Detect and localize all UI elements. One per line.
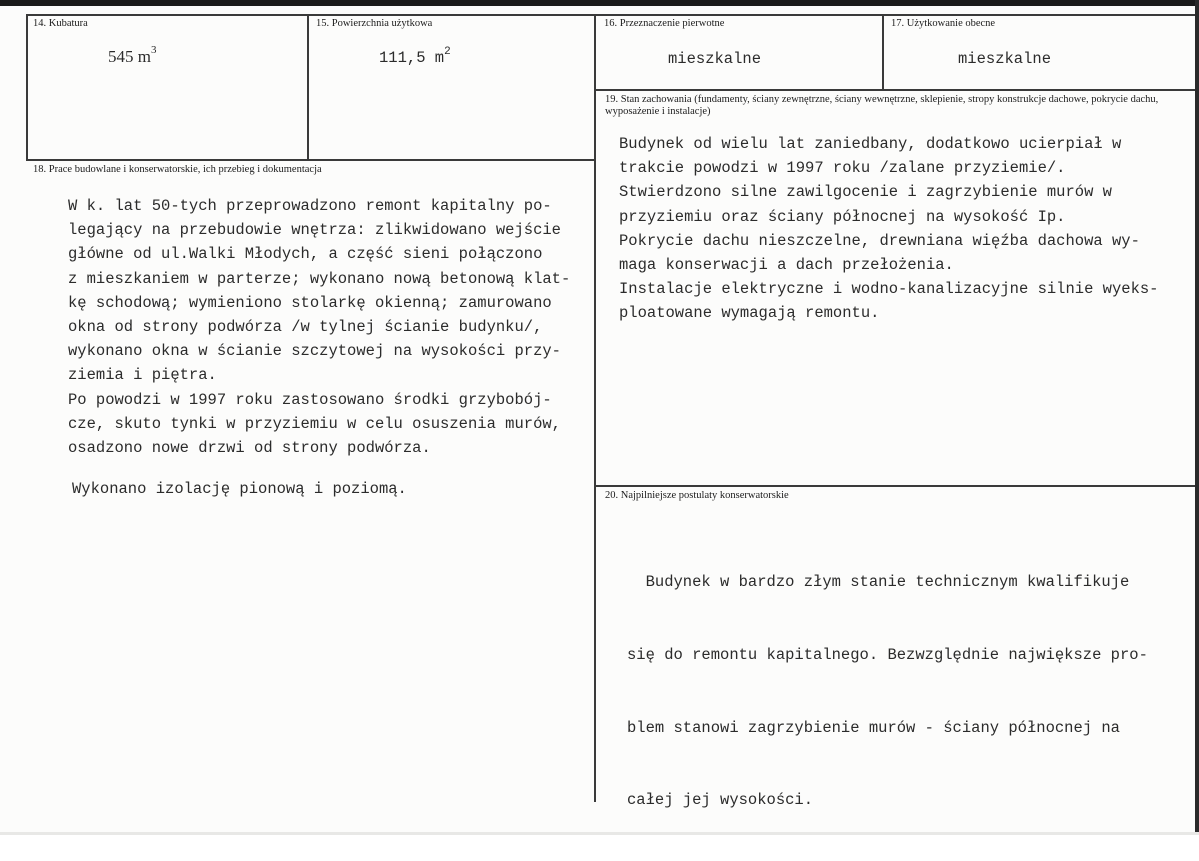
scan-edge-top [0, 0, 1199, 6]
field-14-label: 14. Kubatura [33, 18, 88, 29]
text-line: się do remontu kapitalnego. Bezwzględnie największe pro- [627, 646, 1148, 665]
line-under-14-15 [26, 159, 595, 161]
scan-edge-right [1195, 0, 1199, 835]
text-line: kę schodową; wymieniono stolarkę okienną; zamurowano [68, 293, 552, 312]
text-line: trakcie powodzi w 1997 roku /zalane przyziemie/. [619, 159, 1066, 178]
left-border [26, 14, 28, 160]
field-19-text [619, 132, 1159, 326]
area-unit-sup: 2 [444, 45, 451, 58]
field-18-extra-line: Wykonano izolację pionową i poziomą. [72, 480, 407, 498]
top-border [26, 14, 1195, 16]
field-19-label: 19. Stan zachowania (fundamenty, ściany zewnętrzne, ściany wewnętrzne, sklepienie, stropy konstrukcje dachowe, pokrycie dachu, wyposażenie i instalacje) [605, 94, 1159, 117]
text-line: osadzono nowe drzwi od strony podwórza. [68, 439, 431, 458]
text-line: cze, skuto tynki w przyziemiu w celu osuszenia murów, [68, 414, 561, 433]
field-15-label: 15. Powierzchnia użytkowa [316, 18, 433, 29]
text-line: Budynek w bardzo złym stanie technicznym kwalifikuje [627, 573, 1130, 592]
field-16-label: 16. Przeznaczenie pierwotne [604, 18, 725, 29]
text-line: całej jej wysokości. [627, 791, 814, 810]
text-line: Pokrycie dachu nieszczelne, drewniana więźba dachowa wy- [619, 231, 1140, 250]
field-20-label: 20. Najpilniejsze postulaty konserwatorskie [605, 490, 789, 501]
text-line: Budynek od wielu lat zaniedbany, dodatkowo ucierpiał w [619, 135, 1122, 153]
cubature-value: 545 m [108, 47, 151, 66]
text-line: legający na przebudowie wnętrza: zlikwidowano wejście [68, 221, 561, 240]
text-line: wykonano okna w ścianie szczytowej na wysokości przy- [68, 342, 561, 361]
line-under-16-17 [594, 89, 1195, 91]
text-line: maga konserwacji a dach przełożenia. [619, 256, 954, 275]
text-line: ziemia i piętra. [68, 366, 217, 385]
center-divider [594, 14, 596, 802]
text-line: główne od ul.Walki Młodych, a część sieni połączono [68, 245, 543, 264]
cubature-unit-sup: 3 [150, 44, 157, 57]
field-17-label: 17. Użytkowanie obecne [891, 18, 996, 29]
field-16-value: mieszkalne [668, 50, 762, 68]
divider-16-17 [882, 14, 884, 89]
divider-14-15 [307, 14, 309, 160]
text-line: blem stanowi zagrzybienie murów - ściany północnej na [627, 718, 1120, 737]
text-line: ploatowane wymagają remontu. [619, 304, 880, 323]
text-line: przyziemiu oraz ściany północnej na wysokość Ip. [619, 207, 1066, 226]
text-line: okna od strony podwórza /w tylnej ścianie budynku/, [68, 318, 543, 337]
field-17-value: mieszkalne [958, 50, 1052, 68]
text-line: W k. lat 50-tych przeprowadzono remont kapitalny po- [68, 197, 552, 215]
area-value: 111,5 m [379, 49, 445, 67]
text-line: Po powodzi w 1997 roku zastosowano środki grzybobój- [68, 390, 552, 409]
text-line: z mieszkaniem w parterze; wykonano nową betonową klat- [68, 269, 571, 288]
line-above-20 [594, 485, 1195, 487]
field-18-text [68, 194, 570, 460]
text-line: Instalacje elektryczne i wodno-kanalizacyjne silnie wyeks- [619, 280, 1159, 299]
field-20-text [627, 522, 1148, 861]
text-line: Stwierdzono silne zawilgocenie i zagrzybienie murów w [619, 183, 1112, 202]
field-14-value [108, 44, 157, 67]
field-18-label: 18. Prace budowlane i konserwatorskie, ich przebieg i dokumentacja [33, 164, 322, 175]
field-15-value [379, 45, 451, 67]
